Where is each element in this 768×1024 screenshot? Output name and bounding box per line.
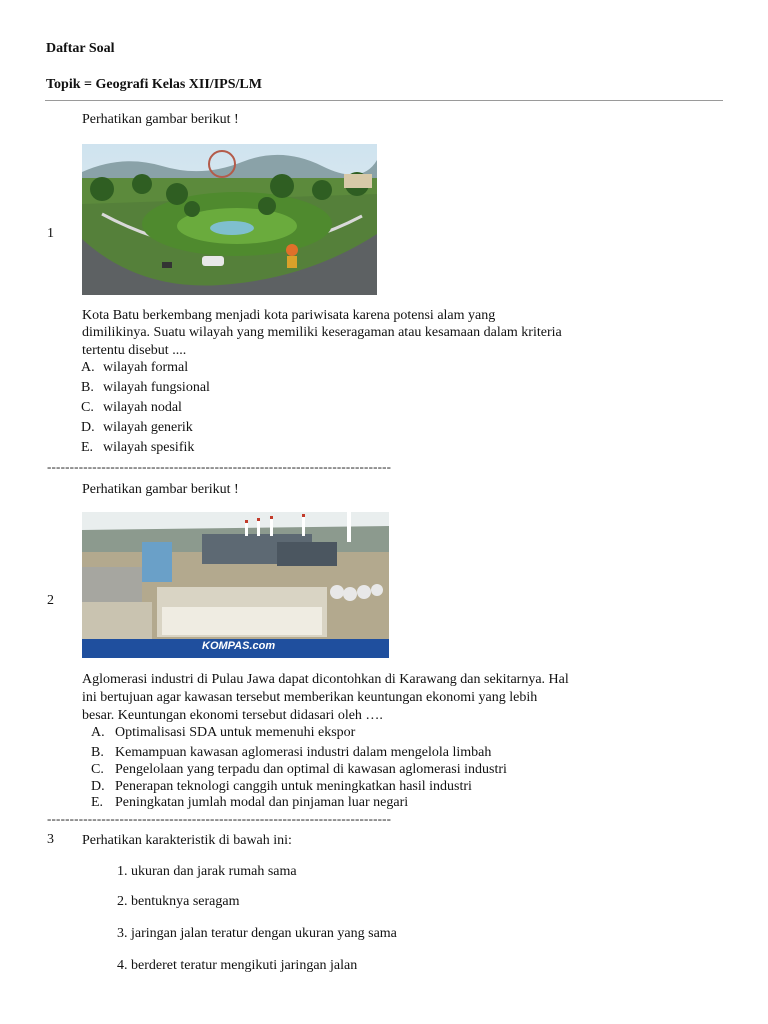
q2-intro: Perhatikan gambar berikut ! <box>82 482 239 497</box>
option-text: Peningkatan jumlah modal dan pinjaman luar negari <box>115 795 409 810</box>
q3-number: 3 <box>47 832 54 847</box>
q3-item-2: 2. bentuknya seragam <box>117 894 240 909</box>
option-text: wilayah formal <box>103 360 189 375</box>
option-letter: C. <box>81 400 94 415</box>
topic-heading: Topik = Geografi Kelas XII/IPS/LM <box>46 77 262 92</box>
option-letter: B. <box>91 745 104 760</box>
q2-text-line-3: besar. Keuntungan ekonomi tersebut didasari oleh …. <box>82 708 383 723</box>
option-letter: C. <box>91 762 104 777</box>
option-letter: E. <box>81 440 94 455</box>
q1-option-b <box>81 379 210 396</box>
q1-option-a <box>81 359 188 376</box>
option-text: wilayah nodal <box>103 400 182 415</box>
document-title: Daftar Soal <box>46 41 115 56</box>
option-letter: A. <box>91 725 105 740</box>
q1-number: 1 <box>47 226 54 241</box>
q2-option-c <box>91 761 507 778</box>
option-letter: E. <box>91 795 104 810</box>
option-letter: B. <box>81 380 94 395</box>
q3-item-1: 1. ukuran dan jarak rumah sama <box>117 864 297 879</box>
q2-option-a <box>91 724 355 741</box>
q1-text-line-2: dimilikinya. Suatu wilayah yang memiliki keseragaman atau kesamaan dalam kriteria <box>82 325 562 340</box>
q2-number: 2 <box>47 593 54 608</box>
q2-option-e <box>91 794 408 811</box>
q1-option-e <box>81 439 194 456</box>
q1-option-c <box>81 399 182 416</box>
option-text: Pengelolaan yang terpadu dan optimal di kawasan aglomerasi industri <box>115 762 507 777</box>
q1-text-line-3: tertentu disebut .... <box>82 343 187 358</box>
header-divider <box>45 100 723 101</box>
option-text: Penerapan teknologi canggih untuk meningkatkan hasil industri <box>115 779 472 794</box>
q2-image-industrial-area <box>82 512 389 658</box>
option-letter: D. <box>81 420 95 435</box>
option-text: Kemampuan kawasan aglomerasi industri dalam mengelola limbah <box>115 745 492 760</box>
q1-image-batu-city-park <box>82 144 377 295</box>
q3-item-3: 3. jaringan jalan teratur dengan ukuran yang sama <box>117 926 397 941</box>
separator-2: ---------------------------------------------------------------------------- <box>47 811 392 826</box>
separator-1: ---------------------------------------------------------------------------- <box>47 459 392 474</box>
kompas-watermark: KOMPAS.com <box>202 640 276 652</box>
q1-intro: Perhatikan gambar berikut ! <box>82 112 239 127</box>
q1-text-line-1: Kota Batu berkembang menjadi kota pariwisata karena potensi alam yang <box>82 308 496 323</box>
q2-text-line-2: ini bertujuan agar kawasan tersebut memberikan keuntungan ekonomi yang lebih <box>82 690 538 705</box>
option-text: wilayah spesifik <box>103 440 195 455</box>
option-text: wilayah generik <box>103 420 193 435</box>
option-text: wilayah fungsional <box>103 380 210 395</box>
option-text: Optimalisasi SDA untuk memenuhi ekspor <box>115 725 356 740</box>
q3-intro: Perhatikan karakteristik di bawah ini: <box>82 833 292 848</box>
q2-option-b <box>91 744 491 761</box>
q2-option-d <box>91 778 472 795</box>
q2-text-line-1: Aglomerasi industri di Pulau Jawa dapat dicontohkan di Karawang dan sekitarnya. Hal <box>82 672 569 687</box>
q1-option-d <box>81 419 193 436</box>
q3-item-4: 4. berderet teratur mengikuti jaringan jalan <box>117 958 358 973</box>
option-letter: A. <box>81 360 95 375</box>
option-letter: D. <box>91 779 105 794</box>
